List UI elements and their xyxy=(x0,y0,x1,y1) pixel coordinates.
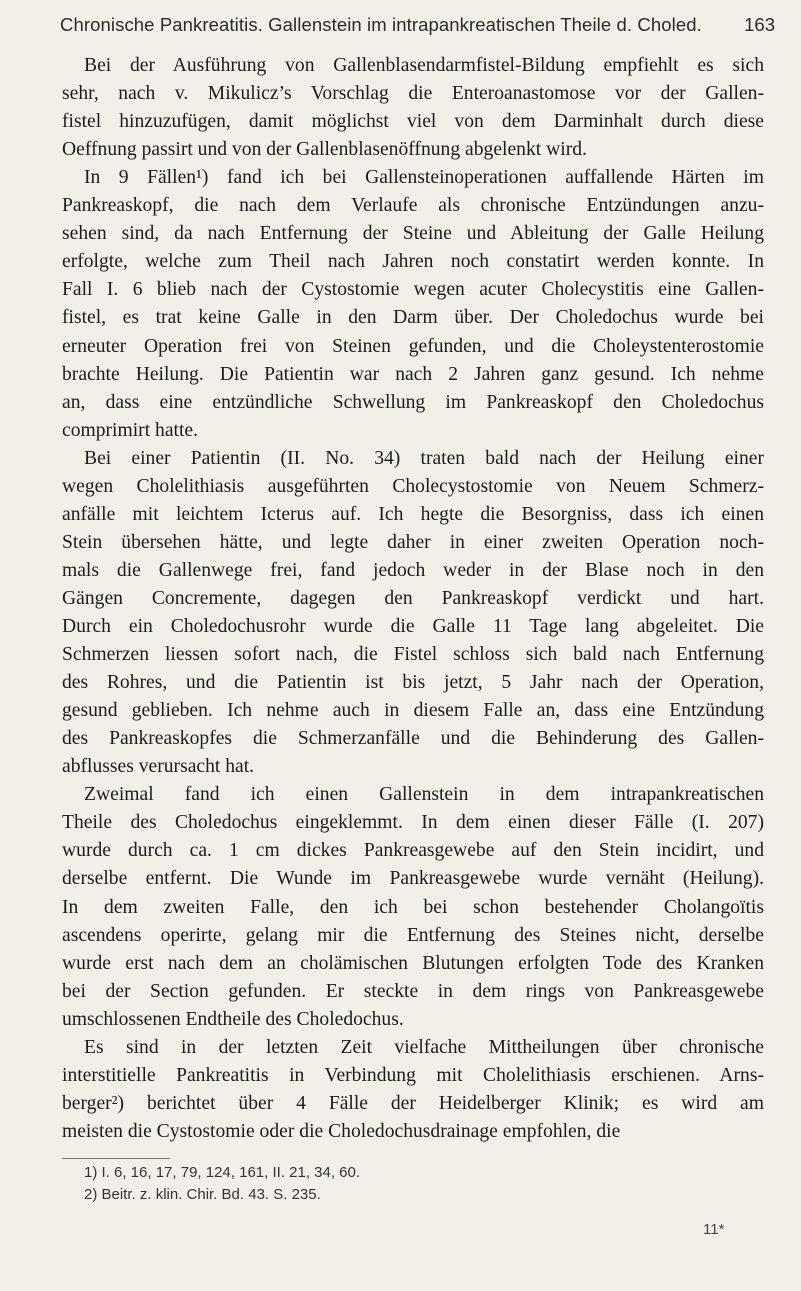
text-line: Bei der Ausführung von Gallenblasendarmfistel-Bildung empfiehlt es sich xyxy=(84,55,764,76)
text-line: Fall I. 6 blieb nach der Cystostomie wegen acuter Cholecystitis eine Gallen- xyxy=(62,279,764,301)
footnote: 2) Beitr. z. klin. Chir. Bd. 43. S. 235. xyxy=(84,1186,321,1203)
text-line: sehen sind, da nach Entfernung der Steine und Ableitung der Galle Heilung xyxy=(62,223,764,245)
text-line: comprimirt hatte. xyxy=(62,419,199,441)
signature-mark: 11* xyxy=(703,1221,725,1238)
text-line: umschlossenen Endtheile des Choledochus. xyxy=(62,1008,404,1030)
text-line: Gängen Concremente, dagegen den Pankreaskopf verdickt und hart. xyxy=(62,587,764,609)
text-line: abflusses verursacht hat. xyxy=(62,756,255,778)
running-header xyxy=(60,14,775,44)
text-line: Schmerzen liessen sofort nach, die Fistel schloss sich bald nach Entfernung xyxy=(62,644,764,666)
text-line: berger²) berichtet über 4 Fälle der Heidelberger Klinik; es wird am xyxy=(62,1092,764,1114)
text-line: erneuter Operation frei von Steinen gefunden, und die Choleystenterostomie xyxy=(62,335,764,357)
text-line: Zweimal fand ich einen Gallenstein in dem intrapankreatischen xyxy=(84,784,764,806)
text-line: In dem zweiten Falle, den ich bei schon bestehender Cholangoïtis xyxy=(62,896,764,918)
text-line: wurde erst nach dem an cholämischen Blutungen erfolgten Tode des Kranken xyxy=(62,952,764,974)
text-line: bei der Section gefunden. Er steckte in dem rings von Pankreasgewebe xyxy=(62,980,764,1002)
running-title: Chronische Pankreatitis. Gallenstein im intrapankreatischen Theile d. Choled. xyxy=(60,14,702,35)
text-line: wurde durch ca. 1 cm dickes Pankreasgewebe auf den Stein incidirt, und xyxy=(62,840,764,862)
text-line: sehr, nach v. Mikulicz’s Vorschlag die Enteroanastomose vor der Gallen- xyxy=(62,83,764,105)
text-line: erfolgte, welche zum Theil nach Jahren noch constatirt werden konnte. In xyxy=(62,251,764,273)
text-line: anfälle mit leichtem Icterus auf. Ich hegte die Besorgniss, dass ich einen xyxy=(62,503,764,525)
page-number: 163 xyxy=(744,14,775,35)
text-line: des Rohres, und die Patientin ist bis jetzt, 5 Jahr nach der Operation, xyxy=(62,672,764,694)
text-line: ascendens operirte, gelang mir die Entfernung des Steines nicht, derselbe xyxy=(62,924,764,946)
text-line: Theile des Choledochus eingeklemmt. In dem einen dieser Fälle (I. 207) xyxy=(62,812,764,834)
text-line: fistel hinzuzufügen, damit möglichst viel von dem Darminhalt durch diese xyxy=(62,111,764,133)
text-line: Bei einer Patientin (II. No. 34) traten bald nach der Heilung einer xyxy=(84,447,764,469)
text-line: Durch ein Choledochusrohr wurde die Galle 11 Tage lang abgeleitet. Die xyxy=(62,616,764,637)
text-line: des Pankreaskopfes die Schmerzanfälle und die Behinderung des Gallen- xyxy=(62,728,764,750)
text-line: interstitielle Pankreatitis in Verbindung mit Cholelithiasis erschienen. Arns- xyxy=(62,1064,764,1086)
text-line: Pankreaskopf, die nach dem Verlaufe als chronische Entzündungen anzu- xyxy=(62,195,764,217)
text-line: brachte Heilung. Die Patientin war nach 2 Jahren ganz gesund. Ich nehme xyxy=(62,363,764,385)
text-line: wegen Cholelithiasis ausgeführten Cholecystostomie von Neuem Schmerz- xyxy=(62,475,764,497)
text-line: Stein übersehen hätte, und legte daher in einer zweiten Operation noch- xyxy=(62,531,764,553)
text-line: In 9 Fällen¹) fand ich bei Gallensteinoperationen auffallende Härten im xyxy=(84,167,764,189)
text-line: derselbe entfernt. Die Wunde im Pankreasgewebe wurde vernäht (Heilung). xyxy=(62,868,764,890)
text-line: Oeffnung passirt und von der Gallenblasenöffnung abgelenkt wird. xyxy=(62,139,587,161)
text-line: Es sind in der letzten Zeit vielfache Mittheilungen über chronische xyxy=(84,1036,764,1058)
text-line: mals die Gallenwege frei, fand jedoch weder in der Blase noch in den xyxy=(62,559,764,581)
footnote: 1) I. 6, 16, 17, 79, 124, 161, II. 21, 34, 60. xyxy=(84,1164,361,1181)
text-line: gesund geblieben. Ich nehme auch in diesem Falle an, dass eine Entzündung xyxy=(62,700,764,722)
text-line: meisten die Cystostomie oder die Choledochusdrainage empfohlen, die xyxy=(62,1120,621,1142)
footnote-rule xyxy=(62,1158,170,1159)
text-line: fistel, es trat keine Galle in den Darm über. Der Choledochus wurde bei xyxy=(62,307,764,329)
text-line: an, dass eine entzündliche Schwellung im Pankreaskopf den Choledochus xyxy=(62,391,764,413)
